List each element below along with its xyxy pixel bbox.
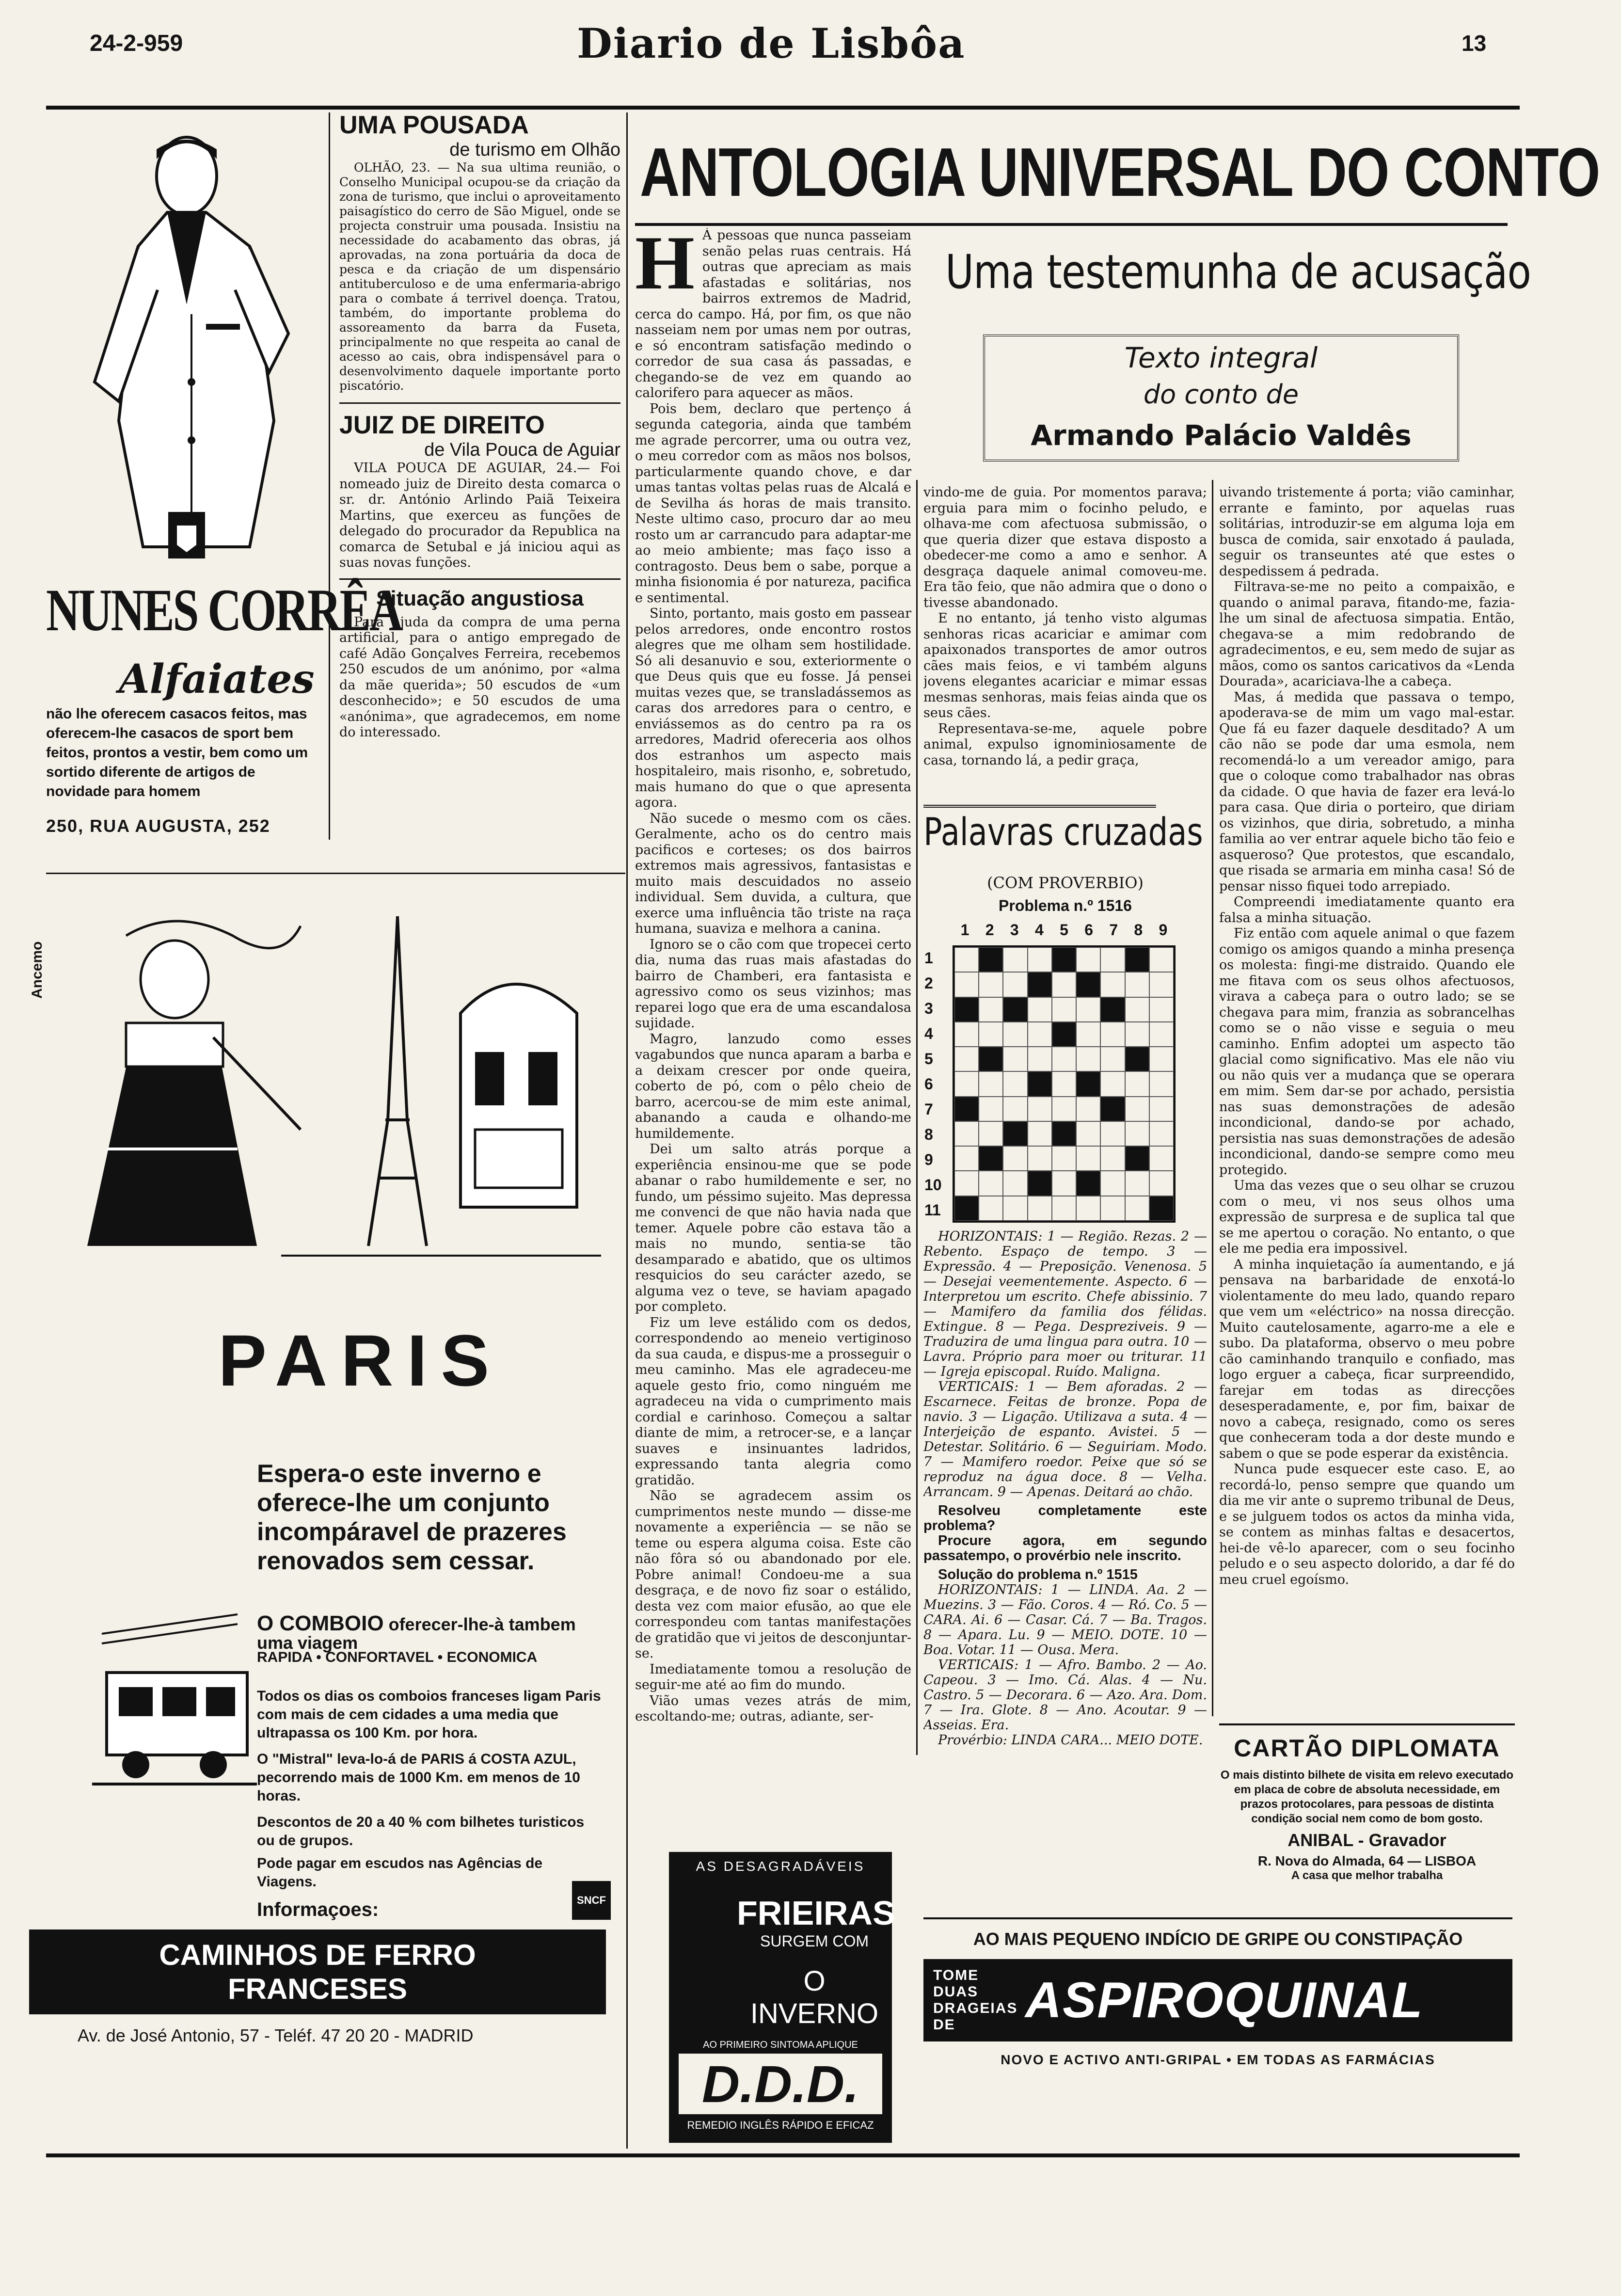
crossword-cell — [1076, 1171, 1100, 1196]
crossword-cell — [1125, 1171, 1149, 1196]
crossword-cell — [979, 1071, 1003, 1096]
combo-line — [257, 1611, 606, 1653]
combo-text: oferecer-lhe-à tambem uma viagem — [257, 1614, 576, 1653]
crossword-cell — [979, 1097, 1003, 1121]
header-rule — [46, 106, 1520, 110]
story-dropcap: H — [635, 228, 695, 305]
crossword-cell — [1052, 1071, 1076, 1096]
tailor-description: não lhe oferecem casacos feitos, mas oferecem-lhe casacos de sport bem feitos, prontos a vestir, bem como um sortido diferente de artigos de novidade para homem — [46, 706, 308, 799]
crossword-column-number: 1 — [960, 921, 969, 939]
crossword-cell — [1100, 1171, 1125, 1196]
crossword-cell — [1125, 1146, 1149, 1171]
juiz-body: VILA POUCA DE AGUIAR, 24.— Foi nomeado juiz de Direito desta comarca o sr. dr. António Arlindo Paiã Teixeira Martins, que exerceu as funções de delegado do procurador da Republica na comarca de Setubal e já iniciou aqui as suas novas funções. — [339, 461, 620, 570]
info-label: Informaçoes: — [257, 1899, 379, 1920]
crossword-cell — [1100, 1022, 1125, 1047]
story-paragraph: Nunca pude esquecer este caso. E, ao recordá-lo, penso sempre que quando um dia me vir ante o supremo tribunal de Deus, e se julguem todos os actos da minha vida, se contem as minhas faltas e desacertos, hei-de vê-lo aparecer, com o seu focinho peludo e o seu aspecto dolorido, a dar fé do meu cruel egoísmo. — [1219, 1462, 1515, 1587]
crossword-cell — [1003, 1171, 1027, 1196]
column-divider — [329, 112, 330, 840]
story-paragraph: uivando tristemente á porta; vião caminhar, errante e faminto, por aquelas ruas solitárias, introduzir-se em alguma loja em busca de comida, sair enxotado á paulada, seguir os transeuntes até que estes o despedissem á pedrada. — [1219, 485, 1515, 579]
issue-date: 24-2-959 — [90, 31, 183, 56]
column-divider — [626, 112, 628, 2149]
aspiro-top-line: AO MAIS PEQUENO INDÍCIO DE GRIPE OU CONSTIPAÇÃO — [973, 1929, 1463, 1949]
crossword-cell — [1003, 1071, 1027, 1096]
crossword-procure: Procure agora, em segundo passatempo, o provérbio nele inscrito. — [923, 1533, 1207, 1563]
story-column-1 — [635, 228, 911, 1740]
aspiro-brand: ASPIROQUINAL — [1025, 1972, 1424, 2028]
crossword-cell — [1076, 1196, 1100, 1221]
crossword-row-number: 10 — [924, 1176, 942, 1194]
tailor-name: NUNES CORRÊA — [46, 577, 402, 643]
crossword-cell — [1076, 1022, 1100, 1047]
combo-lead: O COMBOIO — [257, 1611, 384, 1635]
crossword-cell — [1003, 947, 1027, 972]
crossword-row-number: 5 — [924, 1050, 933, 1068]
crossword-cell — [979, 1171, 1003, 1196]
story-paragraph: Representava-se-me, aquele pobre animal, expulso ignominiosamente de casa, tornando lá, a pedir graça, — [923, 721, 1207, 768]
crossword-cell — [1028, 1146, 1052, 1171]
story-paragraph: Mas, á medida que passava o tempo, apoderava-se de mim um vago mal-estar. Que fá eu fazer daquele desditado? A um cão não se pode dar uma esmola, nem recomendá-lo a um vereador amigo, para que o coloque como trabalhador nas obras da cidade. O que havia de fazer era levá-lo para casa. Que diria o porteiro, que diriam os vizinhos, que diria, sobretudo, a minha familia ao ver entrar aquele bicho tão feio e asqueroso? Que protestos, que escandalo, que risada se armaria em minha casa! Só de pensar nisso fiquei todo arrepiado. — [1219, 689, 1515, 894]
cartao-engraver: ANIBAL - Gravador — [1287, 1830, 1446, 1850]
crossword-cell — [1076, 1047, 1100, 1071]
clues-vertical: VERTICAIS: 1 — Bem aforadas. 2 — Escarnece. Feitas de bronze. Popa de navio. 3 — Ligação. Utilizava a suta. 4 — Interjeição de espanto. Avistei. 5 — Detestar. Solitário. 6 — Seguiriam. Modo. 7 — Mamifero roedor. Peixe que só se reproduz na água doce. 8 — Velha. Arrancam. 9 — Apenas. Deitará ao chão. — [923, 1379, 1207, 1499]
crossword-cell — [1149, 1022, 1174, 1047]
crossword-cell — [979, 947, 1003, 972]
crossword-cell — [1028, 1196, 1052, 1221]
story-paragraph: Ignoro se o cão com que tropecei certo dia, numa das ruas mais afastadas do bairro de Chamberi, era fantasista e agressivo como os seus vizinhos; mas reparei logo que era de uma escandalosa sujidade. — [635, 937, 911, 1031]
local-news-column — [339, 111, 620, 877]
crossword-row-number: 1 — [924, 949, 933, 967]
rail-banner — [29, 1929, 606, 2014]
byline-do-conto: do conto de — [1143, 379, 1299, 410]
sncf-logo: SNCF — [572, 1881, 611, 1920]
ddd-tag: REMEDIO INGLÊS RÁPIDO E EFICAZ — [687, 2119, 874, 2131]
story-paragraph: Não se agradecem assim os cumprimentos neste mundo — disse-me novamente a experiência — se não se teme ou espera alguma coisa. Este cão não fôra só ou abandonado por ele. Pobre animal! Condoeu-me a sua desgraça, e de novo fiz soar o estálido, desta vez com maior efusão, ao que ele correspondeu com tantas manifestações de gratidão que vi jeitos de desconjuntar-se. — [635, 1488, 911, 1661]
paris-paragraph-4: Pode pagar em escudos nas Agências de Viagens. — [257, 1855, 543, 1890]
crossword-problem: Problema n.º 1516 — [999, 897, 1132, 914]
column-divider — [1212, 480, 1213, 1716]
clues-horizontal: HORIZONTAIS: 1 — Região. Rezas. 2 — Rebento. Espaço de tempo. 3 — Expressão. 4 — Preposição. Venenosa. 5 — Desejai veementemente. Aspecto. 6 — Interpretou um escrito. Chefe abissinio. 7 — Mamifero da familia dos félidas. Extingue. 8 — Pega. Despreziveis. 9 — Traduzira de uma lingua para outra. 10 — Lavra. Próprio para moer ou triturar. 11 — Igreja episcopal. Ruído. Maligna. — [923, 1229, 1207, 1379]
crossword-cell — [1028, 1121, 1052, 1146]
crossword-cell — [1149, 1121, 1174, 1146]
story-paragraph: Compreendi imediatamente quanto era falsa a minha situação. — [1219, 894, 1515, 925]
crossword-cell — [979, 1022, 1003, 1047]
aspiroquinal-advertisement — [923, 1917, 1512, 2131]
crossword-row-number: 6 — [924, 1075, 933, 1093]
story-paragraph: Fiz um leve estálido com os dedos, correspondendo ao meneio vertiginoso da sua cauda, e dispus-me a prosseguir o meu caminho. Mas ele agradeceu-me aquele gesto frio, como ninguém me agradeceu na vida o cumprimento mais cordial e carinhoso. Começou a saltar diante de mim, a retrocer-se, e a lançar suaves e insinuantes ladridos, expressando tanta alegria como gratidão. — [635, 1315, 911, 1488]
banner-rule — [635, 223, 1508, 226]
footer-rule — [46, 2153, 1520, 2157]
situacao-title: Situação angustiosa — [376, 586, 584, 610]
crossword-cell — [979, 1047, 1003, 1071]
crossword-cell — [1052, 972, 1076, 997]
story-paragraph: Fiz então com aquele animal o que fazem comigo os amigos quando a minha presença os molesta: fingi-me distraido. Quando ele me fitava com os seus olhos afectuosos, virava a cabeça para o outro lado; se se chegava para mim, franzia as sobrancelhas como se o não visse e seguia o meu caminho. Enfim adoptei um aspecto tão glacial como significativo. Mas ele não viu ou não quis ver a mudança que se operara em mim. Sem dar-se por achado, persistia nas suas demonstrações de adesão incondicional, dando-se por achado, persistia nas suas demonstrações de adesão incondicional, dando-se sempre como meu protegido. — [1219, 926, 1515, 1178]
crossword-cell — [1125, 1097, 1149, 1121]
crossword-column-numbers — [953, 921, 1176, 939]
crossword-cell — [1052, 1146, 1076, 1171]
crossword-cell — [1076, 972, 1100, 997]
crossword-cell — [1149, 1196, 1174, 1221]
crossword-cell — [1028, 1171, 1052, 1196]
ddd-line-2: FRIEIRAS — [737, 1894, 895, 1932]
crossword-subtitle: (COM PROVERBIO) — [987, 874, 1144, 892]
cartao-advertisement — [1219, 1723, 1515, 1888]
crossword-row-numbers — [924, 945, 952, 1223]
crossword-title: Palavras cruzadas — [923, 805, 1156, 854]
crossword-cell — [1028, 972, 1052, 997]
crossword-cell — [1076, 1097, 1100, 1121]
crossword-cell — [1125, 1121, 1149, 1146]
ddd-line-3: SURGEM COM — [760, 1932, 869, 1950]
crossword-grid — [953, 945, 1176, 1223]
paris-headline: Espera-o este inverno e oferece-lhe um conjunto incompáravel de prazeres renovados sem cessar. — [257, 1460, 567, 1575]
crossword-cell — [1149, 997, 1174, 1022]
crossword-cell — [1028, 947, 1052, 972]
story-paragraph: Vião umas vezes atrás de mim, escoltando-me; outras, adiante, ser- — [635, 1693, 911, 1724]
ddd-line-5: AO PRIMEIRO SINTOMA APLIQUE — [703, 2040, 858, 2050]
crossword-section — [923, 805, 1207, 1755]
paris-footer: Av. de José Antonio, 57 - Teléf. 47 20 20 - MADRID — [78, 2025, 474, 2045]
story-paragraph: Á pessoas que nunca passeiam senão pelas ruas centrais. Há outras que apreciam as mais afastadas e solitárias, nos bairros extremos de Madrid, cerca do campo. Há, por fim, os que não nasseiam nem por umas nem por outras, e só encontram satisfação medindo o corredor de sua casa ás passadas, e chegando-se de vez em quando ao calorifero para aquecer as mãos. — [635, 228, 911, 400]
tailor-tagline: Alfaiates — [119, 656, 315, 702]
ddd-line-1: AS DESAGRADÁVEIS — [696, 1859, 865, 1874]
crossword-cell — [954, 1097, 979, 1121]
solution-horizontal: HORIZONTAIS: 1 — LINDA. Aa. 2 — Muezins. 3 — Fão. Coros. 4 — Ró. Co. 5 — CARA. Ai. 6 — Casar. Cá. 7 — Ba. Tragos. 8 — Apara. Lu. 9 — MEIO. DOTE. 10 — Boa. Votar. 11 — Ousa. Mera. — [923, 1582, 1207, 1658]
crossword-row-number: 4 — [924, 1024, 933, 1042]
story-paragraph: Pois bem, declaro que pertenço á segunda categoria, ainda que também me agrade percorrer, uma ou outra vez, o meu corredor com as mãos nos bolsos, particularmente quando chove, e dar umas tantas voltas pelas ruas de Alcalá e de Sevilha ás horas de mais transito. Neste ultimo caso, procuro dar ao meu rosto um ar carrancudo para adaptar-me ao meio ambiente; mas faço isso a contragosto. Deus bem o sabe, porque a minha fisionomia é por natureza, pacifica e sentimental. — [635, 401, 911, 606]
crossword-cell — [1076, 1121, 1100, 1146]
crossword-row-number: 3 — [924, 999, 933, 1017]
crossword-cell — [1100, 947, 1125, 972]
rail-line-1: CAMINHOS DE FERRO — [159, 1939, 476, 1971]
crossword-cell — [1125, 972, 1149, 997]
story-paragraph: vindo-me de guia. Por momentos parava; erguia para mim o focinho peludo, e olhava-me com afectuosa submissão, o que queria dizer que estava disposto a obedecer-me como a amo e senhor. A desgraça daquele animal comoveu-me. Era tão feio, que não admira que o dono o tivesse abandonado. — [923, 485, 1207, 610]
paris-paragraph-2: O "Mistral" leva-lo-á de PARIS á COSTA AZUL, pecorrendo mais de 1000 Km. em menos de 10 horas. — [257, 1751, 580, 1804]
story-column-3 — [1219, 485, 1515, 1711]
ddd-advertisement — [669, 1852, 895, 2143]
crossword-cell — [1052, 947, 1076, 972]
cartao-address: R. Nova do Almada, 64 — LISBOA — [1257, 1853, 1477, 1868]
crossword-clues — [923, 1229, 1207, 1753]
crossword-cell — [1149, 947, 1174, 972]
story-paragraph: A minha inquietação ía aumentando, e já pensava na barbaridade de enxotá-lo violentamente do meu lado, quando reparo que vem um «eléctrico» na nossa direcção. Muito cautelosamente, agarro-me a ele e subo. Da plataforma, observo o meu pobre cão caminhando tranquilo e confiado, mas logo erguer a cabeça, ficar surpreendido, farejar em todas as direcções desesperadamente, e, por fim, baixar de novo a cabeça, resignado, como os seres que conheceram toda a dor deste mundo e sabem o que se pode esperar da existência. — [1219, 1257, 1515, 1461]
crossword-cell — [1052, 1121, 1076, 1146]
crossword-cell — [954, 1022, 979, 1047]
crossword-cell — [979, 1121, 1003, 1146]
column-divider — [916, 480, 918, 1755]
ddd-brand: D.D.D. — [679, 2054, 882, 2114]
crossword-cell — [1149, 1171, 1174, 1196]
crossword-cell — [1076, 997, 1100, 1022]
masthead: Diario de Lisbôa — [577, 19, 966, 67]
crossword-column-number: 4 — [1034, 921, 1044, 939]
aspiro-small-text: TOME DUAS DRAGEIAS DE — [933, 1967, 1018, 2033]
story-paragraph: E no entanto, já tenho visto algumas senhoras ricas acariciar e amimar com apaixonados transportes de amor outros cães mais feios, e vi também alguns jovens elegantes acariciar e mimar essas mesmas senhoras, mais feias ainda que os seus cães. — [923, 611, 1207, 720]
crossword-cell — [1100, 1146, 1125, 1171]
crossword-cell — [1125, 1071, 1149, 1096]
crossword-cell — [1028, 1022, 1052, 1047]
crossword-cell — [1100, 972, 1125, 997]
paris-illustration — [29, 877, 606, 1314]
crossword-cell — [1100, 1071, 1125, 1096]
combo-tags: RAPIDA • CONFORTAVEL • ECONOMICA — [257, 1649, 538, 1665]
crossword-cell — [979, 997, 1003, 1022]
crossword-cell — [979, 1196, 1003, 1221]
crossword-column-number: 2 — [985, 921, 994, 939]
crest-icon — [167, 511, 206, 559]
crossword-cell — [954, 947, 979, 972]
byline-box — [983, 335, 1459, 462]
ddd-line-4: O INVERNO — [750, 1965, 879, 2029]
crossword-cell — [1003, 1196, 1027, 1221]
solution-proverb: Provérbio: LINDA CARA... MEIO DOTE. — [938, 1733, 1203, 1748]
crossword-cell — [954, 1047, 979, 1071]
crossword-cell — [954, 1196, 979, 1221]
crossword-cell — [979, 972, 1003, 997]
crossword-cell — [1149, 972, 1174, 997]
crossword-resolve: Resolveu completamente este problema? — [923, 1503, 1207, 1533]
crossword-cell — [1003, 1097, 1027, 1121]
story-paragraph: Sinto, portanto, mais gosto em passear pelos arredores, onde encontro rostos alegres que me olham sem hostilidade. Só ali desanuvio e sou, exteriormente o que Deus quis que eu fosse. Já pensei muitas vezes que, se transladássemos as caras dos arredores para o centro, e enviássemos as do centro pa ra os arredores, Madrid ofereceria aos olhos dos estranhos um aspecto mais hospitaleiro, mais risonho, e, sobretudo, mais humano do que o que apresenta agora. — [635, 606, 911, 810]
train-illustration — [92, 1605, 257, 1808]
crossword-cell — [1076, 1146, 1100, 1171]
paris-paragraph-1: Todos os dias os comboios franceses ligam Paris com mais de cem cidades a uma media que ultrapassa os 100 Km. por hora. — [257, 1688, 601, 1741]
aspiro-bottom-line: NOVO E ACTIVO ANTI-GRIPAL • EM TODAS AS FARMÁCIAS — [1001, 2052, 1435, 2067]
crossword-cell — [1100, 1047, 1125, 1071]
crossword-cell — [1052, 1047, 1076, 1071]
solution-vertical: VERTICAIS: 1 — Afro. Bambo. 2 — Ao. Capeou. 3 — Imo. Cá. Alas. 4 — Nu. Castro. 5 — Decorara. 6 — Azo. Ara. Dom. 7 — Ira. Glote. 8 — Ano. Acoutar. 9 — Asseias. Era. — [923, 1658, 1207, 1733]
story-paragraph: Magro, lanzudo como esses vagabundos que nunca aparam a barba e a deixam crescer por onde queira, coberto de pó, com o pêlo cheio de barro, acercou-se de mim este animal, abanando a cauda e olhando-me humildemente. — [635, 1031, 911, 1141]
crossword-cell — [1003, 972, 1027, 997]
tailor-illustration — [46, 130, 320, 557]
juiz-title: JUIZ DE DIREITO — [339, 411, 545, 439]
crossword-cell — [1125, 997, 1149, 1022]
crossword-cell — [1052, 1022, 1076, 1047]
crossword-cell — [1125, 1022, 1149, 1047]
tailor-advertisement — [46, 130, 402, 844]
crossword-cell — [1149, 1071, 1174, 1096]
crossword-column-number: 9 — [1159, 921, 1168, 939]
story-paragraph: Imediatamente tomou a resolução de seguir-me até ao fim do mundo. — [635, 1661, 911, 1692]
crossword-cell — [1076, 1071, 1100, 1096]
crossword-cell — [1149, 1047, 1174, 1071]
crossword-column-number: 3 — [1010, 921, 1019, 939]
crossword-column-number: 8 — [1134, 921, 1143, 939]
story-paragraph: Não sucede o mesmo com os cães. Geralmente, acho os do centro mais pacificos e corteses; os dos bairros extremos mais agressivos, fantasistas e muito mais descuidados no asseio individual. Sem duvida, a cultura, que exerce uma influência tão triste na raça humana, suaviza e melhora a canina. — [635, 811, 911, 936]
crossword-cell — [979, 1146, 1003, 1171]
cartao-title: CARTÃO DIPLOMATA — [1234, 1735, 1500, 1762]
crossword-cell — [1052, 997, 1076, 1022]
crossword-cell — [954, 997, 979, 1022]
crossword-cell — [1028, 1071, 1052, 1096]
crossword-row-number: 2 — [924, 974, 933, 992]
crossword-cell — [1003, 997, 1027, 1022]
crossword-cell — [1149, 1097, 1174, 1121]
story-column-2 — [923, 485, 1207, 800]
section-banner: ANTOLOGIA UNIVERSAL DO CONTO — [640, 134, 1600, 211]
crossword-cell — [954, 1171, 979, 1196]
paris-advertisement — [29, 877, 606, 2148]
crossword-cell — [954, 1071, 979, 1096]
crossword-cell — [1149, 1146, 1174, 1171]
crossword-row-number: 7 — [924, 1100, 933, 1118]
tailor-address: 250, RUA AUGUSTA, 252 — [46, 816, 270, 836]
crossword-cell — [1100, 1196, 1125, 1221]
crossword-cell — [1100, 1097, 1125, 1121]
crossword-cell — [954, 1146, 979, 1171]
byline-text-integral: Texto integral — [1124, 341, 1318, 374]
crossword-cell — [1052, 1097, 1076, 1121]
story-paragraph: Dei um salto atrás porque a experiência ensinou-me que se pode abanar o rabo humildemente e ser, no fundo, um péssimo sujeito. Mas depressa me convenci de que não havia nada que temer. Aquele pobre cão estava tão a mais no mundo, sentia-se tão desamparado e abatido, que os ultimos resquicios do seu carácter azedo, se alguma vez o teve, se haviam apagado por completo. — [635, 1142, 911, 1314]
crossword-column-number: 5 — [1060, 921, 1068, 939]
page-number: 13 — [1462, 31, 1487, 56]
crossword-cell — [1100, 997, 1125, 1022]
crossword-cell — [1125, 1047, 1149, 1071]
paris-paragraph-3: Descontos de 20 a 40 % com bilhetes turisticos ou de grupos. — [257, 1814, 585, 1849]
situacao-body: Para ajuda da compra de uma perna artificial, para o antigo empregado de café Adão Gonçalves Ferreira, recebemos 250 escudos de um anónimo, por «alma da mãe querida»; 50 escudos de «um desconhecido»; e 50 escudos de uma «anónima», que agradecemos, em nome do interessado. — [339, 614, 620, 740]
crossword-cell — [954, 972, 979, 997]
solution-title: Solução do problema n.º 1515 — [938, 1567, 1138, 1582]
artist-signature: Ancemo — [29, 941, 45, 999]
crossword-row-number: 8 — [924, 1125, 933, 1143]
crossword-cell — [1100, 1121, 1125, 1146]
crossword-cell — [1003, 1022, 1027, 1047]
aspiro-banner — [923, 1959, 1512, 2041]
crossword-column-number: 6 — [1084, 921, 1093, 939]
crossword-cell — [1125, 947, 1149, 972]
crossword-cell — [1028, 1047, 1052, 1071]
story-author: Armando Palácio Valdês — [1031, 419, 1412, 452]
crossword-cell — [1052, 1171, 1076, 1196]
crossword-row-number: 9 — [924, 1150, 933, 1168]
paris-title: PARIS — [218, 1320, 503, 1401]
pousada-subtitle: de turismo em Olhão — [449, 140, 620, 160]
rail-line-2: FRANCESES — [227, 1973, 408, 2005]
crossword-column-number: 7 — [1109, 921, 1118, 939]
crossword-cell — [1003, 1047, 1027, 1071]
crossword-row-number: 11 — [924, 1201, 941, 1219]
pousada-body: OLHÃO, 23. — Na sua ultima reunião, o Conselho Municipal ocupou-se da criação da zona de turismo, que inclui o aproveitamento paisagístico do cerro de São Miguel, onde se projecta construir uma pousada. Insistiu na necessidade do acabamento das obras, já aprovadas, na zona portuária da doca de pesca e da criação de um dispensário antituberculoso e de uma enfermaria-abrigo para o combate á terrivel doença. Tratou, também, do importante problema do assoreamento da barra da Fuseta, principalmente no que respeita ao canal de acesso ao cais, obra indispensável para o desenvolvimento daquele importante porto piscatório. — [339, 160, 620, 393]
juiz-subtitle: de Vila Pouca de Aguiar — [424, 440, 620, 460]
cartao-slogan: A casa que melhor trabalha — [1291, 1869, 1443, 1882]
story-paragraph: Filtrava-se-me no peito a compaixão, e quando o animal parava, fitando-me, fazia-lhe um sinal de afectuosa simpatia. Então, chegava-se a mim redobrando de agradecimentos, e eu, sem medo de sujar as mãos, como os santos caricativos da «Lenda Dourada», acariciava-lhe a cabeça. — [1219, 579, 1515, 689]
crossword-cell — [954, 1121, 979, 1146]
crossword-cell — [1125, 1196, 1149, 1221]
story-title: Uma testemunha de acusação — [945, 245, 1531, 299]
pousada-title: UMA POUSADA — [339, 111, 529, 139]
cartao-text: O mais distinto bilhete de visita em relevo executado em placa de cobre de absoluta necessidade, em prazos protocolares, para pessoas de distinta condição social nem como de bom gosto. — [1220, 1769, 1514, 1825]
crossword-cell — [1003, 1121, 1027, 1146]
crossword-cell — [1076, 947, 1100, 972]
crossword-cell — [1052, 1196, 1076, 1221]
crossword-cell — [1028, 1097, 1052, 1121]
crossword-cell — [1028, 997, 1052, 1022]
crossword-cell — [1003, 1146, 1027, 1171]
story-paragraph: Uma das vezes que o seu olhar se cruzou com o meu, vi nos seus olhos uma expressão de surpresa e de suplica tal que se me apertou o coração. No entanto, o que ele me pedia era impossivel. — [1219, 1178, 1515, 1256]
